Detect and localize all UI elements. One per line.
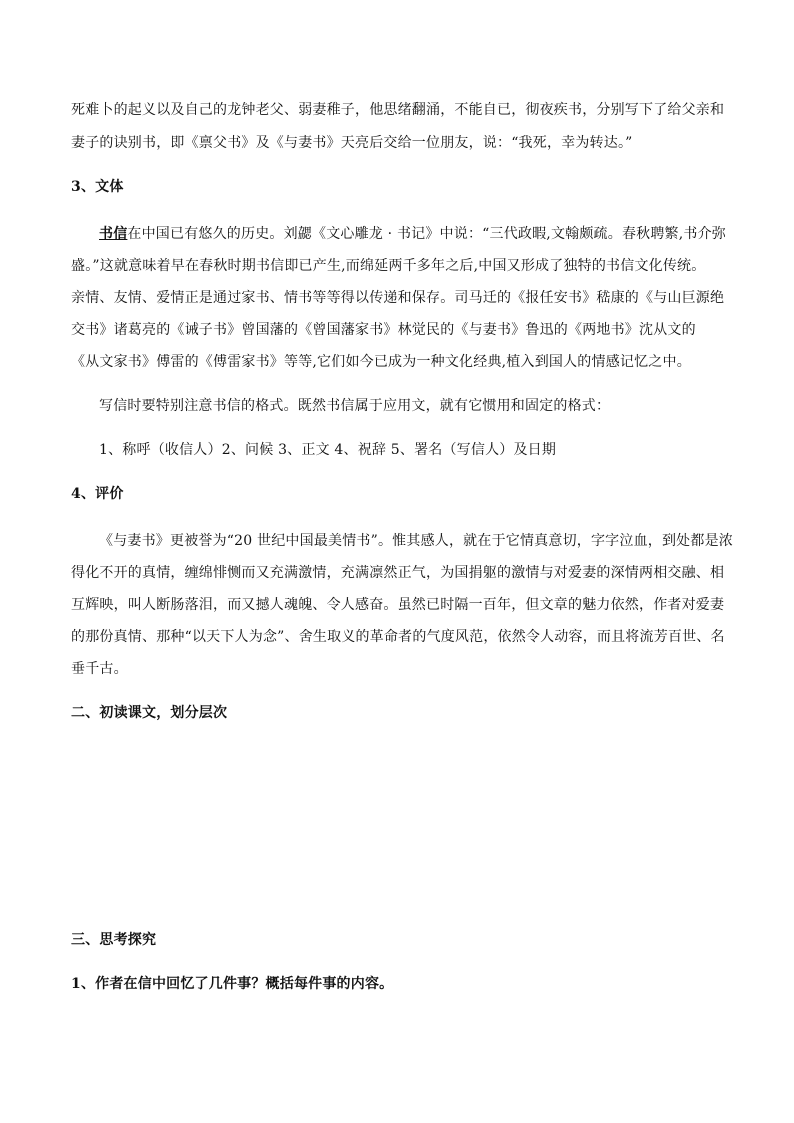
paragraph-line: 的那份真情、那种“以天下人为念”、舍生取义的革命者的气度风范，依然令人动容，而且将流芳百世、名	[71, 629, 725, 645]
paragraph-line: 亲情、友情、爱情正是通过家书、情书等等得以传递和保存。司马迁的《报任安书》嵇康的《与山巨源绝	[71, 290, 725, 306]
paragraph-line: 交书》诸葛亮的《诫子书》曾国藩的《曾国藩家书》林觉民的《与妻书》鲁迅的《两地书》沈从文的	[71, 322, 696, 338]
keyword-letter: 书信	[99, 226, 128, 242]
question-1: 1、作者在信中回忆了几件事？概括每件事的内容。	[71, 976, 394, 992]
part-heading-first-reading: 二、初读课文，划分层次	[71, 705, 228, 721]
paragraph-text: 在中国已有悠久的历史。刘勰《文心雕龙 · 书记》中说：“三代政暇,文翰颇疏。春秋聘繁,书介弥	[127, 226, 727, 242]
part-heading-exploration: 三、思考探究	[71, 932, 157, 948]
paragraph-line	[99, 224, 731, 244]
section-heading-evaluation: 4、评价	[71, 486, 124, 502]
paragraph-line: 死难卜的起义以及自己的龙钟老父、弱妻稚子，他思绪翻涌，不能自已，彻夜疾书，分别写下了给父亲和	[71, 102, 725, 118]
paragraph-line: 《从文家书》傅雷的《傅雷家书》等等,它们如今已成为一种文化经典,植入到国人的情感记忆之中。	[71, 354, 691, 370]
paragraph-line: 互辉映，叫人断肠落泪，而又撼人魂魄、令人感奋。虽然已时隔一百年，但文章的魅力依然，作者对爱妻	[71, 597, 725, 613]
paragraph-line: 盛。”这就意味着早在春秋时期书信即已产生,而绵延两千多年之后,中国又形成了独特的书信文化传统。	[71, 258, 706, 274]
paragraph-line: 《与妻书》更被誉为“20 世纪中国最美情书”。惟其感人，就在于它情真意切，字字泣血，到处都是浓	[99, 533, 733, 549]
paragraph-line: 妻子的诀别书，即《禀父书》及《与妻书》天亮后交给一位朋友，说：“我死，幸为转达。”	[71, 135, 633, 151]
paragraph-line: 得化不开的真情，缠绵悱恻而又充满激情，充满凛然正气，为国捐躯的激情与对爱妻的深情两相交融、相	[71, 565, 725, 581]
paragraph-line: 垂千古。	[71, 661, 128, 677]
format-list: 1、称呼（收信人）2、问候 3、正文 4、祝辞 5、署名（写信人）及日期	[99, 442, 557, 458]
section-heading-genre: 3、文体	[71, 179, 124, 195]
paragraph-line: 写信时要特别注意书信的格式。既然书信属于应用文，就有它惯用和固定的格式：	[99, 398, 611, 414]
